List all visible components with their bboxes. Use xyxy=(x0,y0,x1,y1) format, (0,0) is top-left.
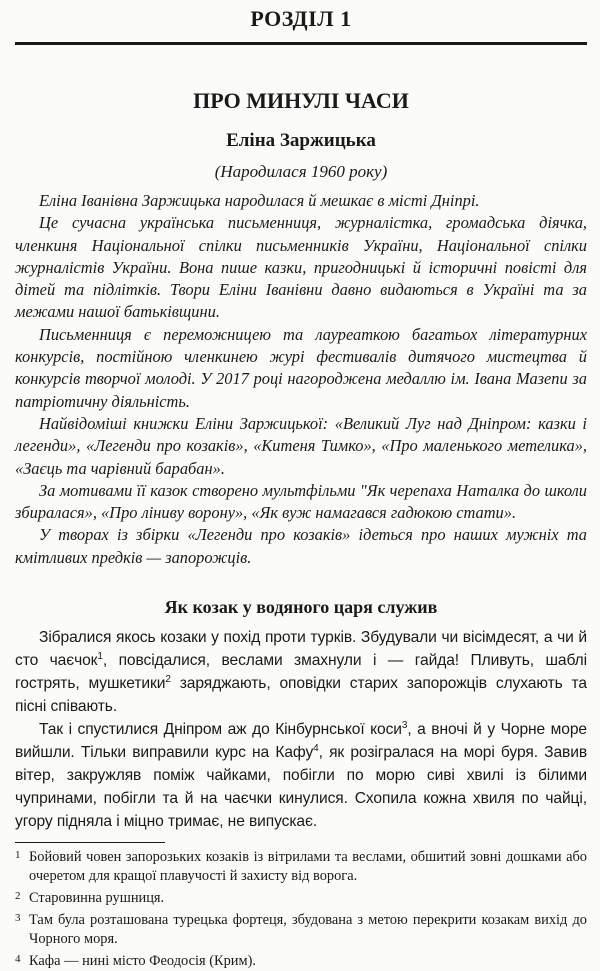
story-text-fragment: Так і спустилися Дніпром аж до Кінбурнської коси xyxy=(39,721,402,739)
bio-paragraph: За мотивами її казок створено мультфільми "Як черепаха Наталка до школи збиралася», «Про ліниву ворону», «Як вуж намагався гадюкою стати». xyxy=(15,480,587,523)
story-paragraph xyxy=(15,626,587,718)
story-text-fragment: , як розігралася на морі буря. Завив вітер, закружляв поміж чайками, побігли по морю сиві хвилі із білими чупринами, побігли та й на чаєчки кинулися. Схопила кожна хвиля по чайці, угору підняла і міцно тримає, не випускає. xyxy=(15,744,588,831)
section-title: ПРО МИНУЛІ ЧАСИ xyxy=(193,88,409,113)
author-biography xyxy=(15,190,587,569)
author-dates: (Народилася 1960 року) xyxy=(214,162,388,181)
footnote-text: Бойовий човен запорозьких козаків із вітрилами та веслами, обшитий зовні дошками або очеретом для кращої плавучості й захисту від ворога. xyxy=(29,849,587,885)
footnote-ref: 4 xyxy=(313,742,319,754)
chapter-title: РОЗДІЛ 1 xyxy=(250,6,352,31)
footnote-mark: 3 xyxy=(15,912,21,925)
story-text-fragment: , повсідалися, веслами змахнули і — гайда! Пливуть, шаблі гострять, мушкетики xyxy=(15,652,587,693)
author-name: Еліна Заржицька xyxy=(226,130,376,151)
bio-paragraph: Письменниця є переможницею та лауреаткою багатьох літературних конкурсів, постійною членкинею журі фестивалів дитячого мистецтва й конкурсів творчої молоді. У 2017 році нагороджена медаллю ім. Івана Мазепи за патріотичну діяльність. xyxy=(15,324,587,411)
story-text xyxy=(15,626,587,833)
footnote xyxy=(15,889,587,908)
footnote-mark: 1 xyxy=(15,849,21,862)
footnote-text: Там була розташована турецька фортеця, збудована з метою перекрити козакам вихід до Чорного моря. xyxy=(29,912,587,948)
footnote-ref: 3 xyxy=(401,719,408,731)
footnotes xyxy=(15,848,587,971)
footnote xyxy=(15,952,587,971)
footnote-text: Кафа — нині місто Феодосія (Крим). xyxy=(29,953,256,970)
bio-paragraph: Це сучасна українська письменниця, журналістка, громадська діячка, членкиня Національної спілки письменників України, Національної спілки журналістів України. Вона пише казки, пригодницькі й історичні повісті для дітей та підлітків. Твори Еліни Іванівни давно видаються в Україні та за межами нашої батьківщини. xyxy=(15,213,587,322)
bio-paragraph: Найвідоміші книжки Еліни Заржицької: «Великий Луг над Дніпром: казки і легенди», «Легенди про козаків», «Китеня Тимко», «Про маленького метелика», «Заєць та чарівний барабан». xyxy=(15,413,587,478)
bio-paragraph: У творах із збірки «Легенди про козаків» ідеться про наших мужніх та кмітливих предків — запорожців. xyxy=(15,525,587,567)
footnote xyxy=(15,911,587,949)
chapter-header xyxy=(15,0,587,50)
footnote-text: Старовинна рушниця. xyxy=(29,890,165,907)
footnote xyxy=(15,848,587,886)
story-text-fragment: , а вночі й у Чорне море вийшли. Тільки виправили курс на Кафу xyxy=(15,721,587,762)
footnote-ref: 1 xyxy=(97,650,103,662)
story-paragraph xyxy=(15,718,587,833)
bio-paragraph: Еліна Іванівна Заржицька народилася й мешкає в місті Дніпрі. xyxy=(39,191,480,210)
footnote-rule xyxy=(15,842,165,843)
footnote-mark: 4 xyxy=(15,953,21,966)
footnote-ref: 2 xyxy=(165,673,171,685)
header-rule xyxy=(15,42,587,45)
story-text-fragment: Зібралися якось козаки у похід проти турків. Збудували чи вісімдесят, а чи й сто чаєчок xyxy=(15,629,587,670)
story-title: Як козак у водяного царя служив xyxy=(164,597,438,618)
story-text-fragment: заряджають, оповідки старих запорожців слухають та пісні співають. xyxy=(15,675,587,716)
footnote-mark: 2 xyxy=(15,890,21,903)
